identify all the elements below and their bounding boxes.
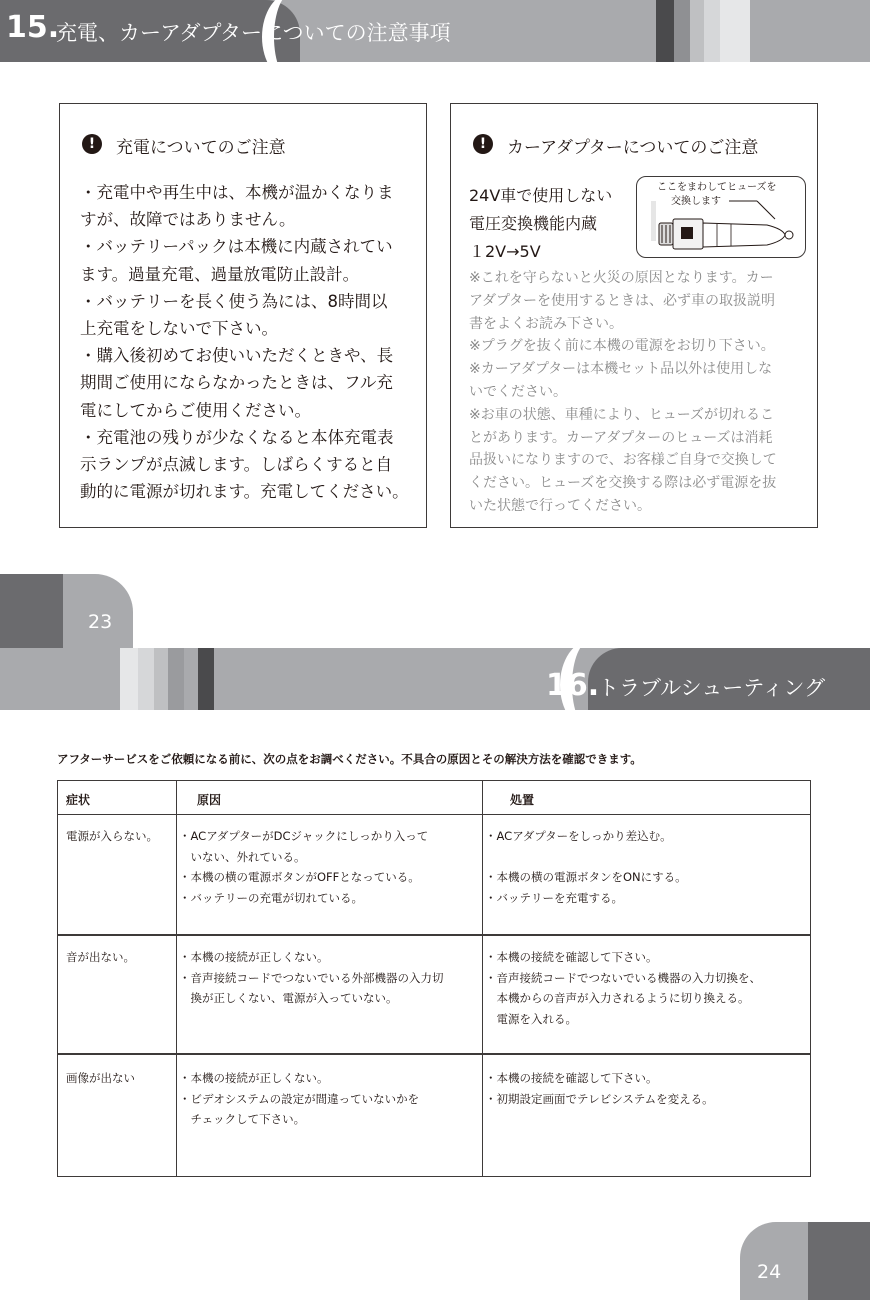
illustration-label: 交換します: [671, 196, 721, 207]
header-stripe: [154, 648, 168, 710]
section-number: 15.: [6, 10, 60, 45]
page-tab-left: [0, 574, 63, 648]
spec-line: 電圧変換機能内蔵: [469, 214, 598, 233]
header-stripe: [720, 0, 750, 62]
header-cause: 原因: [197, 793, 222, 807]
charging-line: ・充電池の残りが少なくなると本体充電表: [80, 427, 394, 447]
car-adapter-notice-box: [450, 103, 818, 528]
note-line: とがあります。カーアダプターのヒューズは消耗: [469, 429, 773, 446]
action-line: 電源を入れる。: [485, 1011, 577, 1026]
page-tab-right: [808, 1222, 870, 1300]
charging-line: ・購入後初めてお使いいただくときや、長: [80, 346, 394, 366]
cause-line: ・ビデオシステムの設定が間違っていないかを: [179, 1091, 420, 1106]
header-stripe: [656, 0, 674, 62]
note-line: ください。ヒューズを交換する際は必ず電源を抜: [469, 475, 777, 492]
adapter-notes: [469, 267, 777, 518]
cause-line: ・バッテリーの充電が切れている。: [179, 890, 363, 905]
charging-line: 期間ご使用にならなかったときは、フル充: [80, 373, 393, 393]
note-line: アダプターを使用するときは、必ず車の取扱説明: [469, 292, 776, 309]
cause-line: チェックして下さい。: [179, 1112, 306, 1126]
cause-line: ・本機の接続が正しくない。: [179, 1071, 329, 1085]
action-line: ・バッテリーを充電する。: [485, 890, 623, 905]
section-16-header: [0, 648, 870, 710]
charging-line: 上充電をしないで下さい。: [80, 319, 278, 339]
header-stripe: [138, 648, 154, 710]
charging-line: 電にしてからご使用ください。: [80, 400, 311, 420]
note-line: ※お車の状態、車種により、ヒューズが切れるこ: [469, 406, 775, 423]
section-title: トラブルシューティング: [598, 676, 826, 700]
car-adapter-illustration: [636, 176, 806, 258]
cause-line: ・ACアダプターがDCジャックにしっかり入って: [179, 829, 429, 843]
action-cell: [485, 826, 687, 908]
note-line: ※プラグを抜く前に本機の電源をお切り下さい。: [469, 338, 775, 355]
action-line: ・初期設定画面でテレビシステムを変える。: [485, 1091, 714, 1106]
section-number: 16.: [546, 668, 600, 703]
action-cell: [485, 1068, 714, 1109]
adapter-spec: [469, 182, 612, 266]
section-title: 充電、カーアダプターについての注意事項: [56, 21, 451, 45]
header-stripe: [120, 648, 138, 710]
table-rule: [58, 1053, 810, 1055]
note-line: 品扱いになりますので、お客様ご自身で交換して: [469, 452, 777, 469]
charging-box-title: 充電についてのご注意: [116, 138, 286, 158]
table-column-rule: [176, 781, 177, 1176]
charging-notice-text: [80, 179, 409, 505]
header-action: 処置: [510, 793, 535, 807]
troubleshooting-intro: アフターサービスをご依頼になる前に、次の点をお調べください。不具合の原因とその解決方法を確認できます。: [57, 752, 642, 766]
charging-notice-box: [59, 103, 427, 528]
note-line: ※これを守らないと火災の原因となります。カー: [469, 270, 774, 286]
car-plug-icon: [637, 177, 805, 257]
header-stripe: [704, 0, 720, 62]
troubleshooting-table: [57, 780, 811, 1177]
symptom-cell: 電源が入らない。: [66, 829, 158, 843]
adapter-box-title: カーアダプターについてのご注意: [507, 138, 759, 158]
action-line: [485, 847, 687, 868]
note-line: いでください。: [469, 383, 567, 400]
cause-line: ・本機の接続が正しくない。: [179, 950, 329, 964]
charging-line: ます。過量充電、過量放電防止設計。: [80, 264, 360, 284]
header-stripe: [198, 648, 214, 710]
note-line: 書をよくお読み下さい。: [469, 315, 623, 332]
spec-line: 24V車で使用しない: [469, 186, 613, 205]
cause-line: いない、外れている。: [179, 849, 306, 864]
cause-line: 換が正しくない、電源が入っていない。: [179, 991, 398, 1005]
cause-cell: [179, 947, 444, 1009]
header-stripe: [750, 0, 870, 62]
action-line: ・本機の横の電源ボタンをONにする。: [485, 870, 687, 884]
charging-line: すが、故障ではありません。: [80, 210, 296, 230]
section-15-header: [0, 0, 870, 62]
spec-line: １2V→5V: [469, 242, 541, 261]
charging-line: 動的に電源が切れます。充電してください。: [80, 482, 409, 502]
charging-line: ・バッテリーを長く使う為には、8時間以: [80, 291, 388, 311]
page-number-right: 24: [757, 1261, 782, 1283]
note-line: ※カーアダプターは本機セット品以外は使用しな: [469, 361, 773, 378]
illustration-label: ここをまわしてヒューズを: [657, 182, 777, 193]
cause-cell: [179, 1068, 419, 1130]
note-line: いた状態で行ってください。: [469, 497, 651, 514]
exclamation-icon: !: [82, 134, 102, 154]
exclamation-icon: !: [473, 134, 493, 154]
page-number-left: 23: [88, 611, 113, 633]
action-line: ・本機の接続を確認して下さい。: [485, 1071, 658, 1085]
header-symptom: 症状: [66, 793, 91, 807]
action-line: ・音声接続コードでつないでいる機器の入力切換を、: [485, 970, 761, 985]
header-stripe: [168, 648, 184, 710]
action-line: ・ACアダプターをしっかり差込む。: [485, 829, 672, 843]
table-column-rule: [482, 781, 483, 1176]
cause-cell: [179, 826, 428, 908]
cause-line: ・音声接続コードでつないでいる外部機器の入力切: [179, 970, 444, 985]
header-stripe: [690, 0, 704, 62]
charging-line: ・充電中や再生中は、本機が温かくなりま: [80, 183, 394, 202]
action-line: 本機からの音声が入力されるように切り換える。: [485, 991, 750, 1005]
table-rule: [58, 934, 810, 936]
charging-line: ・バッテリーパックは本機に内蔵されてい: [80, 237, 393, 257]
symptom-cell: 画像が出ない: [66, 1071, 135, 1085]
header-stripe: [674, 0, 690, 62]
symptom-cell: 音が出ない。: [66, 950, 135, 964]
table-rule: [58, 814, 810, 815]
charging-line: 示ランプが点滅します。しばらくすると自: [80, 455, 393, 475]
action-cell: [485, 947, 761, 1029]
action-line: ・本機の接続を確認して下さい。: [485, 950, 658, 964]
cause-line: ・本機の横の電源ボタンがOFFとなっている。: [179, 870, 420, 884]
